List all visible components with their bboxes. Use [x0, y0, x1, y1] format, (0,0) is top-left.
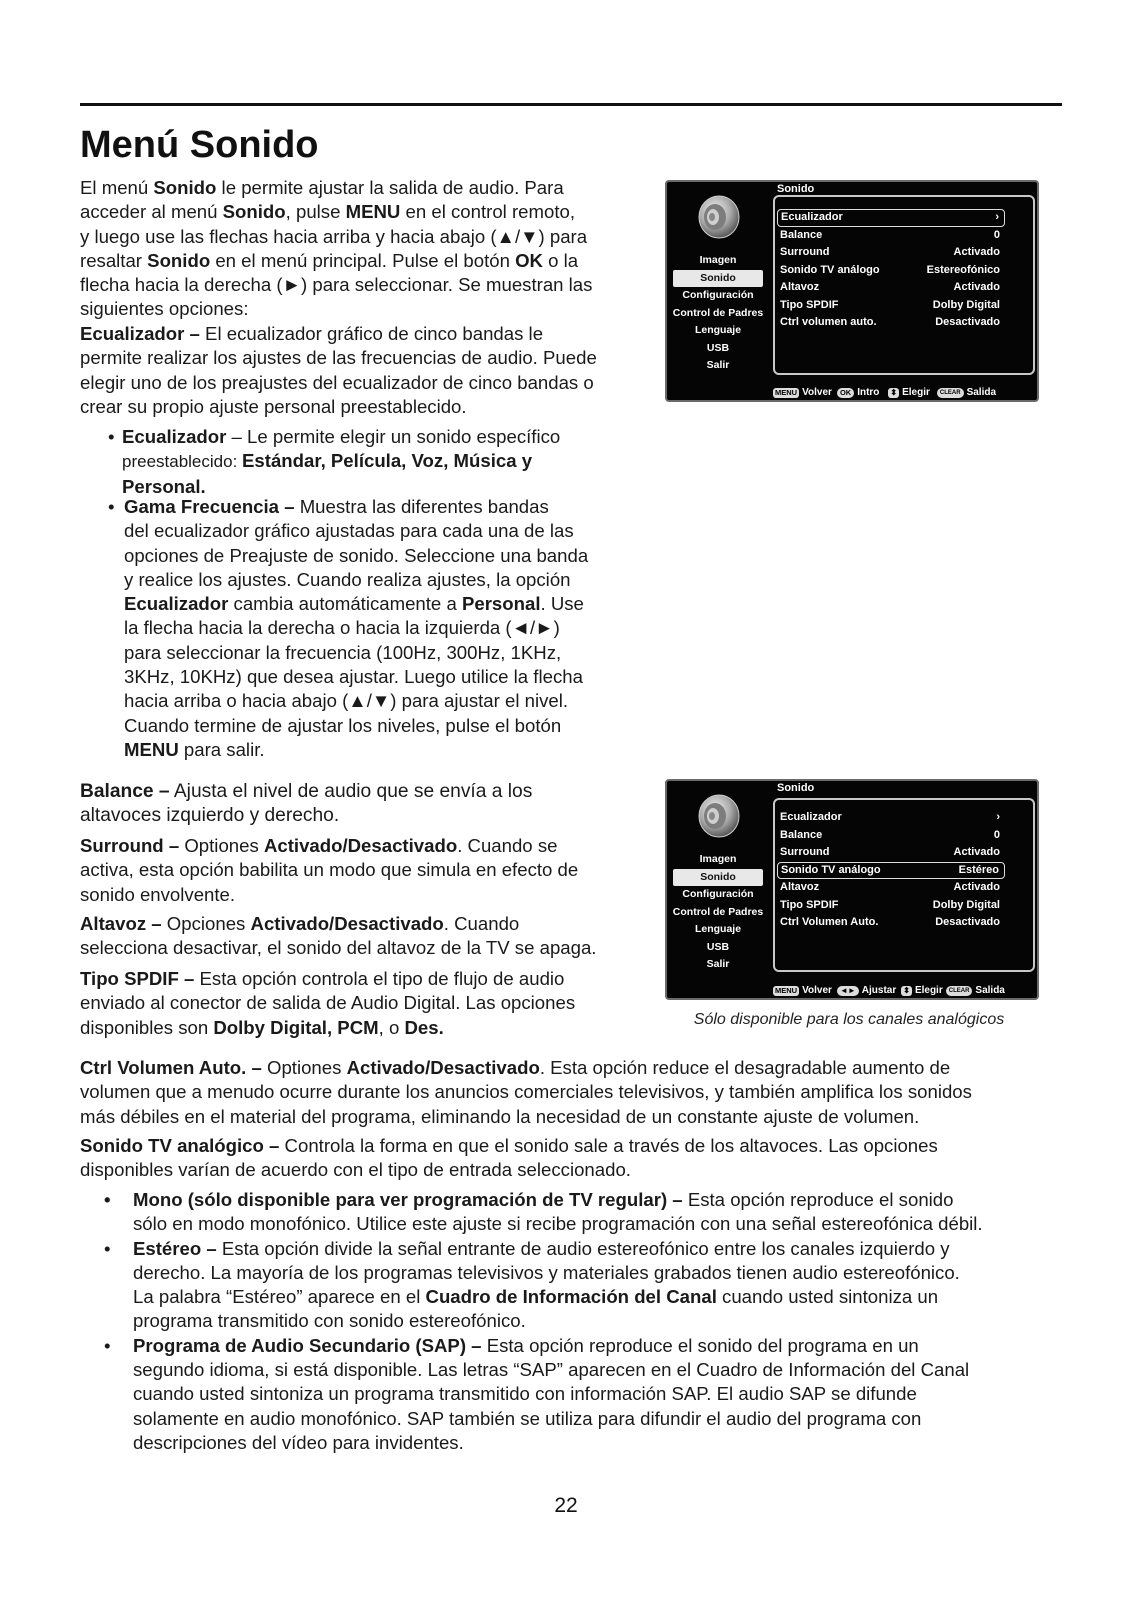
tv-footer-help: MENU Volver OK Intro ⬍ Elegir CLEAR Salida	[775, 387, 997, 398]
clear-key-icon: CLEAR	[946, 986, 973, 996]
tv-side-item[interactable]: Control de Padres	[672, 306, 764, 319]
up-down-arrows-icon: ⬍	[890, 387, 898, 397]
tv-side-item[interactable]: Imagen	[699, 853, 737, 865]
analog-only-caption: Sólo disponible para los canales analógicos	[693, 1011, 1005, 1028]
tv-row-tipo-spdif[interactable]: Tipo SPDIF Dolby Digital	[780, 298, 1000, 311]
tv-panel-title: Sonido	[777, 782, 815, 794]
tv-row-tipo-spdif[interactable]: Tipo SPDIF Dolby Digital	[780, 898, 1000, 911]
tv-side-item[interactable]: Control de Padres	[672, 905, 764, 918]
gama-frecuencia-bullet: • Gama Frecuencia – Muestra las diferentes bandas del ecualizador gráfico ajustadas para cada una de las opciones de Preajuste de sonido. Seleccione una banda y realice los ajustes. Cuando realiza ajustes, la opción Ecualizador cambia automáticamente a Personal. Use la flecha hacia la derecha o hacia la izquierda (◄/►) para seleccionar la frecuencia (100Hz, 300Hz, 1KHz, 3KHz, 10KHz) que desea ajustar. Luego utilice la flecha hacia arriba o hacia abajo (▲/▼) para ajustar el nivel. Cuando termine de ajustar los niveles, pulse el botón MENU para salir.	[108, 496, 589, 760]
tv-side-menu	[667, 182, 769, 400]
tv-side-item-selected[interactable]: Sonido	[673, 869, 763, 887]
menu-key-icon: MENU	[775, 387, 798, 397]
tv-row-surround[interactable]: Surround Activado	[780, 846, 1000, 858]
tv-row-ecualizador[interactable]: Ecualizador ›	[777, 809, 1005, 827]
tv-side-item[interactable]: Configuración	[682, 289, 754, 301]
sap-item: • Programa de Audio Secundario (SAP) – Esta opción reproduce el sonido del programa en un segundo idioma, si está disponible. Las letras “SAP” aparecen en el Cuadro de Información del Canal cuando usted sintoniza un programa transmitido con información SAP. El audio SAP se difunde solamente en audio monofónico. SAP también se utiliza para difundir el audio del programa con descripciones del vídeo para invidentes.	[104, 1334, 970, 1453]
ctrl-volumen-paragraph: Ctrl Volumen Auto. – Optiones Activado/Desactivado. Esta opción reduce el desagradable aumento de volumen que a menudo ocurre durante los anuncios comerciales televisivos, y también amplifica los sonidos más débiles en el material del programa, eliminando la necesidad de un constante ajuste de volumen.	[80, 1057, 972, 1127]
tv-row-surround[interactable]: Surround Activado	[780, 246, 1000, 258]
tv-side-item[interactable]: Imagen	[699, 254, 737, 266]
tv-row-altavoz[interactable]: Altavoz Activado	[780, 881, 1000, 893]
tv-side-item[interactable]: Lenguaje	[694, 324, 742, 336]
tv-row-sonido-tv[interactable]: Sonido TV análogo Estéreo	[777, 862, 1005, 880]
page-number: 22	[554, 1494, 578, 1517]
tv-side-item[interactable]: Salir	[706, 359, 730, 371]
intro-paragraph: El menú Sonido le permite ajustar la salida de audio. Para acceder al menú Sonido, pulse MENU en el control remoto, y luego use las flechas hacia arriba y hacia abajo (▲/▼) para resaltar Sonido en el menú principal. Pulse el botón OK o la flecha hacia la derecha (►) para seleccionar. Se muestran las siguientes opciones:	[80, 177, 593, 320]
chevron-right-icon: ›	[996, 811, 1000, 823]
tv-row-altavoz[interactable]: Altavoz Activado	[780, 281, 1000, 293]
tv-side-menu	[667, 781, 769, 998]
surround-paragraph: Surround – Optiones Activado/Desactivado. Cuando se activa, esta opción babilita un modo que simula en efecto de sonido envolvente.	[80, 835, 579, 905]
tv-side-item[interactable]: Configuración	[682, 888, 754, 900]
tv-footer-help: MENU Volver ◄► Ajustar ⬍ Elegir CLEAR Salida	[775, 985, 1005, 996]
tv-row-ctrl-volumen[interactable]: Ctrl volumen auto. Desactivado	[780, 316, 1000, 328]
speaker-icon	[695, 194, 741, 240]
balance-paragraph: Balance – Ajusta el nivel de audio que se envía a los altavoces izquierdo y derecho.	[80, 781, 533, 827]
tv-side-item[interactable]: Lenguaje	[694, 923, 742, 935]
altavoz-paragraph: Altavoz – Opciones Activado/Desactivado. Cuando selecciona desactivar, el sonido del altavoz de la TV se apaga.	[80, 913, 597, 959]
top-rule	[80, 103, 1062, 106]
ecualizador-paragraph: Ecualizador – El ecualizador gráfico de cinco bandas le permite realizar los ajustes de las frecuencias de audio. Puede elegir uno de los preajustes del ecualizador de cinco bandas o crear su propio ajuste personal preestablecido.	[80, 323, 597, 417]
ok-key-icon: OK	[837, 388, 854, 398]
estereo-item: • Estéreo – Esta opción divide la señal entrante de audio estereofónico entre los canales izquierdo y derecho. La mayoría de los programas televisivos y materiales grabados tienen audio estereofónico. La palabra “Estéreo” aparece en el Cuadro de Información del Canal cuando usted sintoniza un programa transmitido con sonido estereofónico.	[104, 1237, 960, 1332]
tv-menu-screen-ecualizador	[665, 180, 1039, 402]
chevron-right-icon: ›	[995, 211, 999, 223]
tv-side-item[interactable]: USB	[706, 341, 730, 354]
sonido-tv-analogico-paragraph: Sonido TV analógico – Controla la forma en que el sonido sale a través de los altavoces. Las opciones disponibles varían de acuerdo con el tipo de entrada seleccionado.	[80, 1135, 938, 1181]
tv-menu-screen-sonido-tv	[665, 779, 1039, 1000]
clear-key-icon: CLEAR	[937, 388, 964, 398]
tv-row-ctrl-volumen[interactable]: Ctrl Volumen Auto. Desactivado	[780, 916, 1000, 928]
tv-side-item[interactable]: Salir	[706, 958, 730, 970]
analog-options-list	[104, 1188, 1064, 1455]
tv-row-balance[interactable]: Balance 0	[780, 228, 1000, 241]
page-title: Menú Sonido	[80, 124, 319, 166]
tv-row-balance[interactable]: Balance 0	[780, 828, 1000, 841]
up-down-arrows-icon: ⬍	[903, 985, 910, 995]
ecualizador-bullet: • Ecualizador – Le permite elegir un sonido específico preestablecido: Estándar, Película, Voz, Música y Personal.	[108, 426, 561, 497]
menu-key-icon: MENU	[775, 985, 798, 995]
tv-side-item-selected[interactable]: Sonido	[673, 270, 763, 288]
speaker-icon	[695, 793, 741, 839]
tv-side-item[interactable]: USB	[706, 940, 730, 953]
tv-row-ecualizador[interactable]: Ecualizador ›	[777, 209, 1005, 227]
spdif-paragraph: Tipo SPDIF – Esta opción controla el tipo de flujo de audio enviado al conector de salida de Audio Digital. Las opciones disponibles son Dolby Digital, PCM, o Des.	[80, 968, 576, 1038]
tv-panel-title: Sonido	[777, 183, 815, 195]
tv-row-sonido-tv[interactable]: Sonido TV análogo Estereofónico	[780, 263, 1000, 276]
left-right-arrows-icon: ◄►	[837, 986, 859, 996]
mono-item: • Mono (sólo disponible para ver programación de TV regular) – Esta opción reproduce el sonido sólo en modo monofónico. Utilice este ajuste si recibe programación con una señal estereofónica débil.	[104, 1189, 983, 1235]
